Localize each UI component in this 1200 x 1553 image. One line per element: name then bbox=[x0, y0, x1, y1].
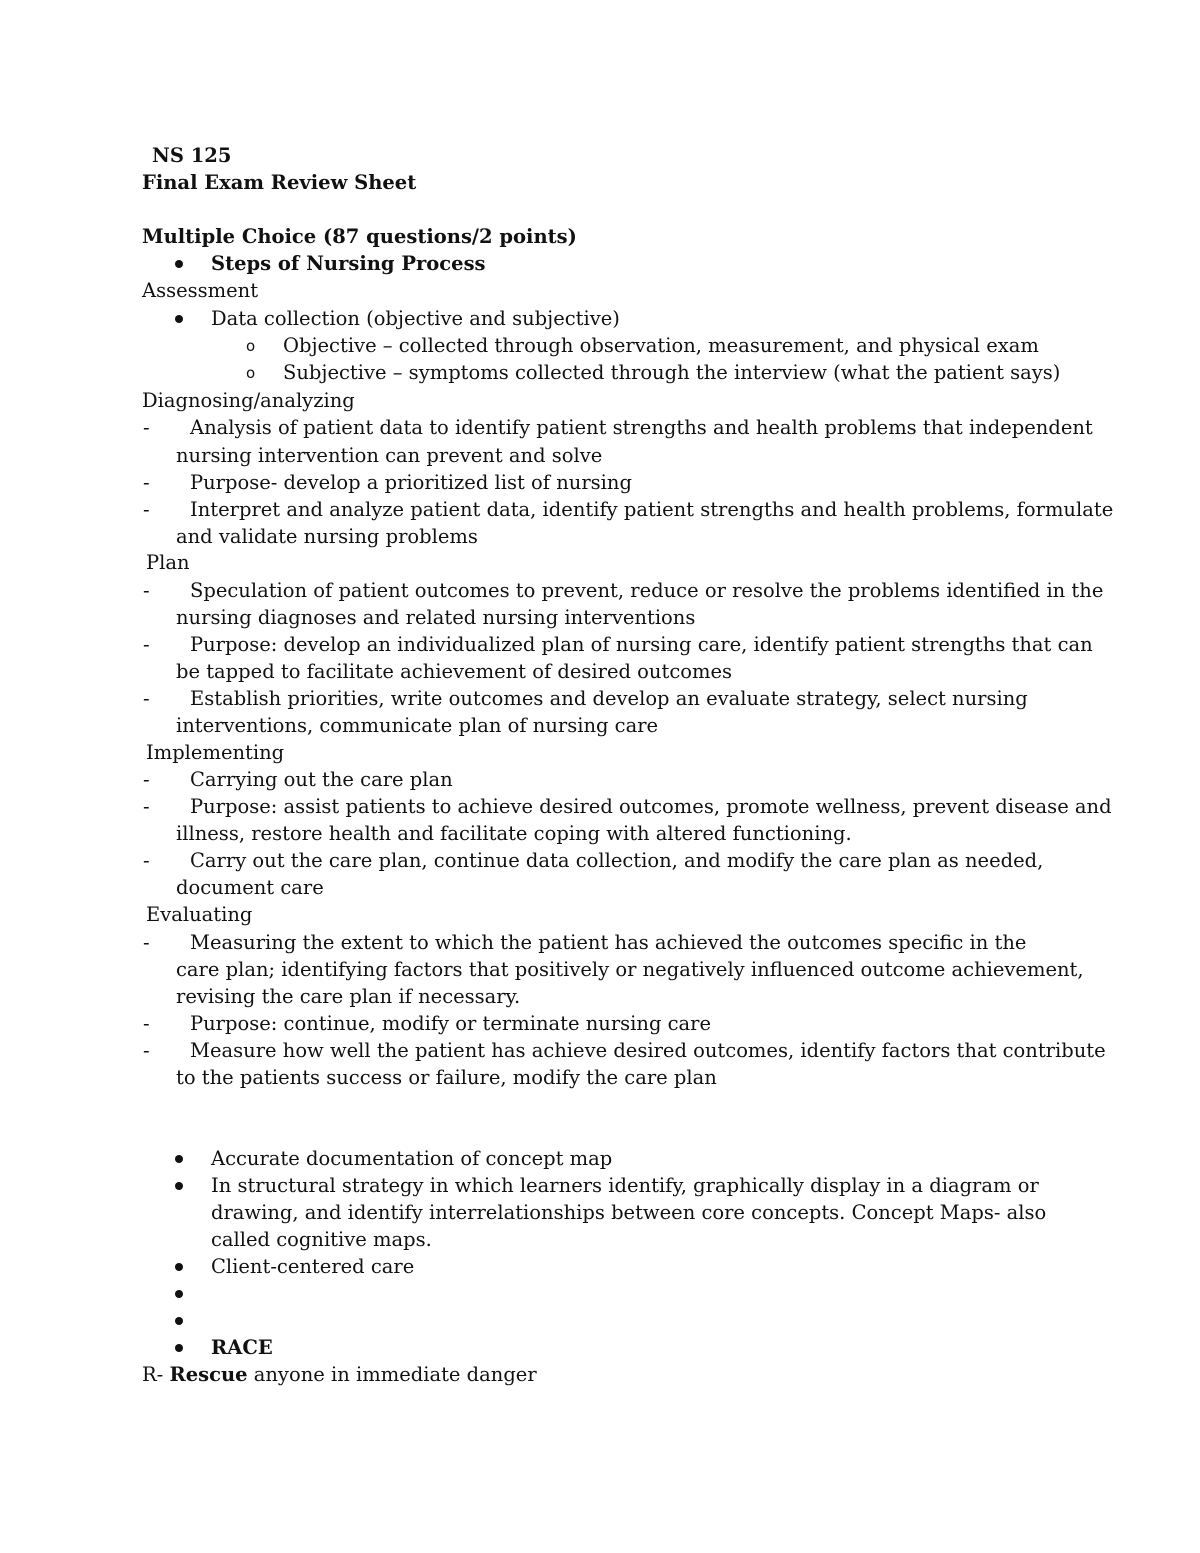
empty-bullet-icon bbox=[175, 1290, 183, 1298]
structural-bullet: In structural strategy in which learners identify, graphically display in a diagram or bbox=[211, 1174, 1039, 1197]
plan-item: Speculation of patient outcomes to prevent, reduce or resolve the problems identified in the bbox=[190, 579, 1104, 602]
bullet-icon bbox=[175, 1263, 183, 1271]
diagnosing-item-cont: and validate nursing problems bbox=[176, 525, 478, 548]
document-title: Final Exam Review Sheet bbox=[142, 171, 417, 194]
evaluating-item: Measuring the extent to which the patient has achieved the outcomes specific in the bbox=[190, 931, 1027, 954]
assessment-sub-item: Subjective – symptoms collected through the interview (what the patient says) bbox=[283, 361, 1061, 384]
bullet-icon bbox=[175, 1344, 183, 1352]
evaluating-item: Measure how well the patient has achieve desired outcomes, identify factors that contribute bbox=[190, 1039, 1106, 1062]
evaluating-item-cont: to the patients success or failure, modify the care plan bbox=[176, 1066, 717, 1089]
dash-bullet: - bbox=[143, 498, 150, 521]
plan-item-cont: nursing diagnoses and related nursing interventions bbox=[176, 606, 696, 629]
race-prefix: R- bbox=[142, 1363, 164, 1386]
implementing-item: Purpose: assist patients to achieve desired outcomes, promote wellness, prevent disease and bbox=[190, 795, 1112, 818]
implementing-item-cont: document care bbox=[176, 876, 324, 899]
empty-bullet-icon bbox=[175, 1317, 183, 1325]
dash-bullet: - bbox=[143, 579, 150, 602]
plan-item-cont: interventions, communicate plan of nursing care bbox=[176, 714, 659, 737]
implementing-heading: Implementing bbox=[146, 741, 285, 764]
plan-item-cont: be tapped to facilitate achievement of desired outcomes bbox=[176, 660, 733, 683]
dash-bullet: - bbox=[143, 687, 150, 710]
dash-bullet: - bbox=[143, 471, 150, 494]
implementing-item-cont: illness, restore health and facilitate coping with altered functioning. bbox=[176, 822, 852, 845]
diagnosing-item: Purpose- develop a prioritized list of nursing bbox=[190, 471, 632, 494]
structural-bullet-cont: called cognitive maps. bbox=[211, 1228, 432, 1251]
dash-bullet: - bbox=[143, 416, 150, 439]
dash-bullet: - bbox=[143, 849, 150, 872]
circle-bullet-icon: o bbox=[246, 364, 256, 382]
client-bullet: Client-centered care bbox=[211, 1255, 415, 1278]
bullet-icon bbox=[175, 1182, 183, 1190]
circle-bullet-icon: o bbox=[246, 337, 256, 355]
dash-bullet: - bbox=[143, 795, 150, 818]
evaluating-item-cont: revising the care plan if necessary. bbox=[176, 985, 521, 1008]
assessment-bullet: Data collection (objective and subjective) bbox=[211, 307, 620, 330]
plan-item: Establish priorities, write outcomes and develop an evaluate strategy, select nursing bbox=[190, 687, 1028, 710]
implementing-item: Carrying out the care plan bbox=[190, 768, 453, 791]
diagnosing-item: Interpret and analyze patient data, identify patient strengths and health problems, formulate bbox=[190, 498, 1114, 521]
plan-item: Purpose: develop an individualized plan of nursing care, identify patient strengths that can bbox=[190, 633, 1093, 656]
bullet-icon bbox=[175, 315, 183, 323]
race-rest: anyone in immediate danger bbox=[253, 1363, 537, 1386]
assessment-heading: Assessment bbox=[142, 279, 259, 302]
implementing-item: Carry out the care plan, continue data collection, and modify the care plan as needed, bbox=[190, 849, 1044, 872]
dash-bullet: - bbox=[143, 633, 150, 656]
evaluating-heading: Evaluating bbox=[146, 903, 253, 926]
dash-bullet: - bbox=[143, 1039, 150, 1062]
dash-bullet: - bbox=[143, 1012, 150, 1035]
assessment-sub-item: Objective – collected through observation, measurement, and physical exam bbox=[283, 334, 1039, 357]
bullet-icon bbox=[175, 1155, 183, 1163]
race-rescue-line bbox=[142, 1364, 537, 1386]
course-code: NS 125 bbox=[152, 144, 232, 167]
diagnosing-item: Analysis of patient data to identify patient strengths and health problems that independent bbox=[190, 416, 1093, 439]
race-word: Rescue bbox=[169, 1363, 248, 1386]
evaluating-item: Purpose: continue, modify or terminate nursing care bbox=[190, 1012, 712, 1035]
structural-bullet-cont: drawing, and identify interrelationships between core concepts. Concept Maps- also bbox=[211, 1201, 1047, 1224]
dash-bullet: - bbox=[143, 931, 150, 954]
section-heading: Multiple Choice (87 questions/2 points) bbox=[142, 225, 577, 248]
diagnosing-item-cont: nursing intervention can prevent and solve bbox=[176, 444, 603, 467]
concept-map-bullet: Accurate documentation of concept map bbox=[211, 1147, 613, 1170]
dash-bullet: - bbox=[143, 768, 150, 791]
plan-heading: Plan bbox=[146, 551, 190, 574]
evaluating-item-cont: care plan; identifying factors that positively or negatively influenced outcome achievement, bbox=[176, 958, 1084, 981]
bullet-icon bbox=[175, 260, 183, 268]
race-heading: RACE bbox=[211, 1336, 273, 1359]
topic-heading: Steps of Nursing Process bbox=[211, 252, 486, 275]
diagnosing-heading: Diagnosing/analyzing bbox=[142, 389, 355, 412]
